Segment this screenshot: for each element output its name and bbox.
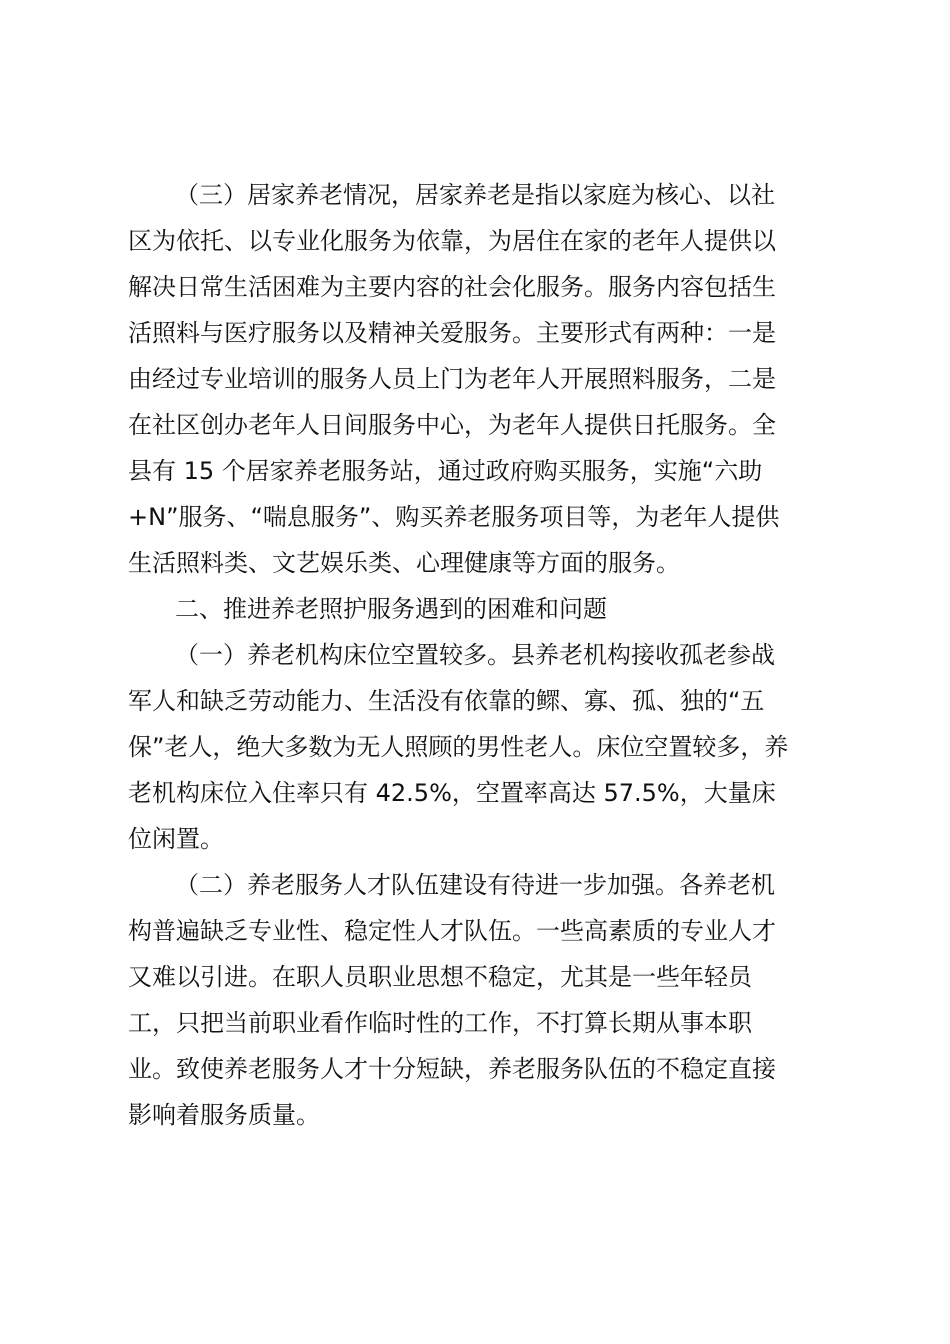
paragraph-3-line-5: 由经过专业培训的服务人员上门为老年人开展照料服务，二是 [128, 365, 776, 393]
issue-2-line-6: 影响着服务质量。 [128, 1101, 320, 1129]
paragraph-3-line-3: 解决日常生活困难为主要内容的社会化服务。服务内容包括生 [128, 273, 776, 301]
issue-2-line-1: （二）养老服务人才队伍建设有待进一步加强。各养老机 [175, 871, 775, 899]
paragraph-3-line-2: 区为依托、以专业化服务为依靠，为居住在家的老年人提供以 [128, 227, 776, 255]
issue-2-line-4: 工，只把当前职业看作临时性的工作，不打算长期从事本职 [128, 1009, 752, 1037]
issue-1-line-3: 保”老人，绝大多数为无人照顾的男性老人。床位空置较多，养 [128, 733, 789, 761]
issue-1-line-1: （一）养老机构床位空置较多。县养老机构接收孤老参战 [175, 641, 775, 669]
paragraph-3-line-4: 活照料与医疗服务以及精神关爱服务。主要形式有两种：一是 [128, 319, 776, 347]
issue-2-line-5: 业。致使养老服务人才十分短缺，养老服务队伍的不稳定直接 [128, 1055, 776, 1083]
paragraph-3-line-6: 在社区创办老年人日间服务中心，为老年人提供日托服务。全 [128, 411, 776, 439]
issue-1-line-2: 军人和缺乏劳动能力、生活没有依靠的鳏、寡、孤、独的“五 [128, 687, 765, 715]
paragraph-3-line-9: 生活照料类、文艺娱乐类、心理健康等方面的服务。 [128, 549, 680, 577]
issue-2-line-2: 构普遍缺乏专业性、稳定性人才队伍。一些高素质的专业人才 [128, 917, 776, 945]
paragraph-3-line-7: 县有 15 个居家养老服务站，通过政府购买服务，实施“六助 [128, 457, 763, 485]
section-heading-2: 二、推进养老照护服务遇到的困难和问题 [175, 595, 607, 623]
issue-2-line-3: 又难以引进。在职人员职业思想不稳定，尤其是一些年轻员 [128, 963, 752, 991]
paragraph-3-line-8: +N”服务、“喘息服务”、购买养老服务项目等，为老年人提供 [128, 503, 780, 531]
issue-1-line-5: 位闲置。 [128, 825, 224, 853]
issue-1-line-4: 老机构床位入住率只有 42.5%，空置率高达 57.5%，大量床 [128, 779, 776, 807]
paragraph-3-line-1: （三）居家养老情况，居家养老是指以家庭为核心、以社 [175, 181, 775, 209]
